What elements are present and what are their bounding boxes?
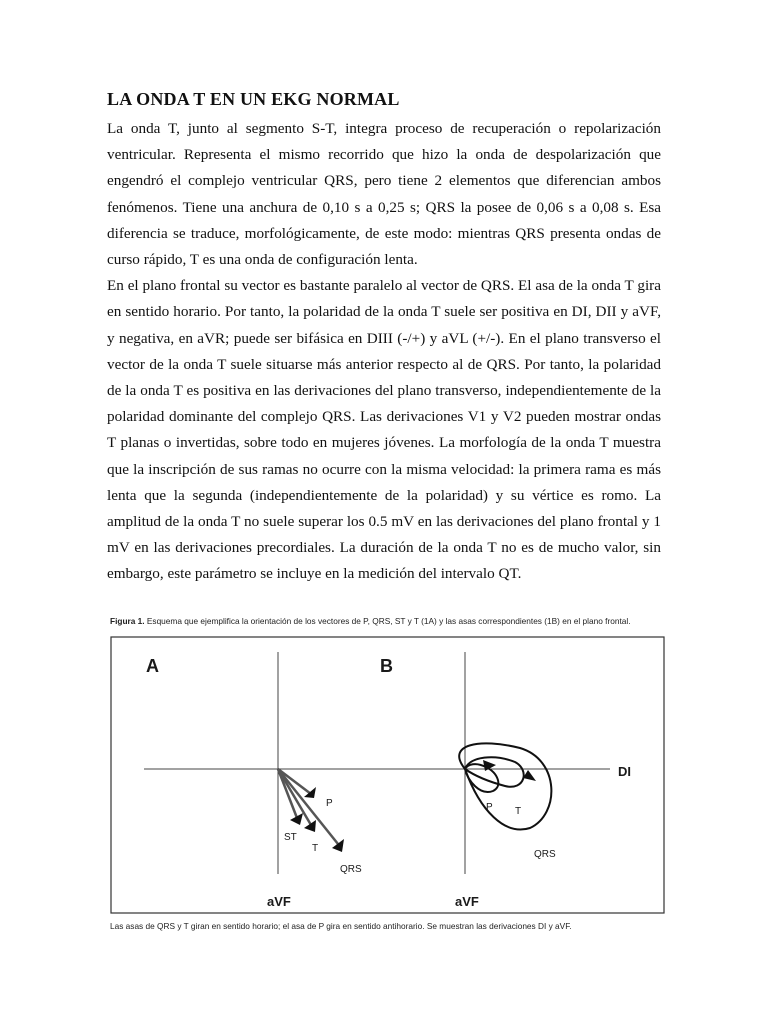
figure-caption — [110, 615, 666, 627]
panel-b-letter: B — [380, 656, 393, 676]
document-body — [107, 116, 661, 588]
vector-label-p: P — [326, 798, 333, 809]
figure-frame — [111, 637, 664, 913]
figure-1 — [110, 636, 665, 914]
document-title: LA ONDA T EN UN EKG NORMAL — [107, 89, 400, 109]
paragraph-1: La onda T, junto al segmento S-T, integra proceso de recuperación o repolarización ventricular. Representa el mismo recorrido que hizo la onda de despolarización que engendró el complejo ventricular QRS, pero tiene 2 elementos que diferencian ambos fenómenos. Tiene una anchura de 0,10 s a 0,25 s; QRS la posee de 0,06 s a 0,08 s. Esa diferencia se traduce, morfológicamente, de este modo: mientras QRS presenta ondas de curso rápido, T es una onda de configuración lenta. — [107, 120, 661, 269]
vector-label-st: ST — [284, 832, 297, 843]
loop-label-p: P — [486, 802, 493, 813]
loop-label-t: T — [515, 806, 522, 817]
panel-b-axis-avf: aVF — [455, 894, 479, 909]
loop-label-qrs: QRS — [534, 849, 556, 860]
figure-caption-label: Figura 1. — [110, 616, 145, 626]
vector-label-t: T — [312, 843, 319, 854]
figure-footnote: Las asas de QRS y T giran en sentido horario; el asa de P gira en sentido antihorario. Se muestran las derivaciones DI y aVF. — [110, 921, 572, 931]
panel-b-axis-di: DI — [618, 764, 631, 779]
figure-caption-text: Esquema que ejemplifica la orientación de los vectores de P, QRS, ST y T (1A) y las asas correspondientes (1B) en el plano frontal. — [144, 616, 631, 626]
panel-a-letter: A — [146, 656, 159, 676]
panel-a-axis-avf: aVF — [267, 894, 291, 909]
figure-diagram — [110, 636, 665, 914]
paragraph-2: En el plano frontal su vector es bastante paralelo al vector de QRS. El asa de la onda T gira en sentido horario. Por tanto, la polaridad de la onda T suele ser positiva en DI, DII y aVF, y negativa, en aVR; puede ser bifásica en DIII (-/+) y aVL (+/-). En el plano transverso el vector de la onda T suele situarse más anterior respecto al de QRS. Por tanto, la polaridad de la onda T es positiva en las derivaciones del plano transverso, independientemente de la polaridad dominante del complejo QRS. Las derivaciones V1 y V2 pueden mostrar ondas T planas o invertidas, sobre todo en mujeres jóvenes. La morfología de la onda T muestra que la inscripción de sus ramas no ocurre con la misma velocidad: la primera rama es más lenta que la segunda (independientemente de la polaridad) y su vértice es romo. La amplitud de la onda T no suele superar los 0.5 mV en las derivaciones del plano frontal y 1 mV en las derivaciones precordiales. La duración de la onda T no es de mucho valor, sin embargo, este parámetro se incluye en la medición del intervalo QT. — [107, 277, 661, 583]
vector-label-qrs: QRS — [340, 864, 362, 875]
